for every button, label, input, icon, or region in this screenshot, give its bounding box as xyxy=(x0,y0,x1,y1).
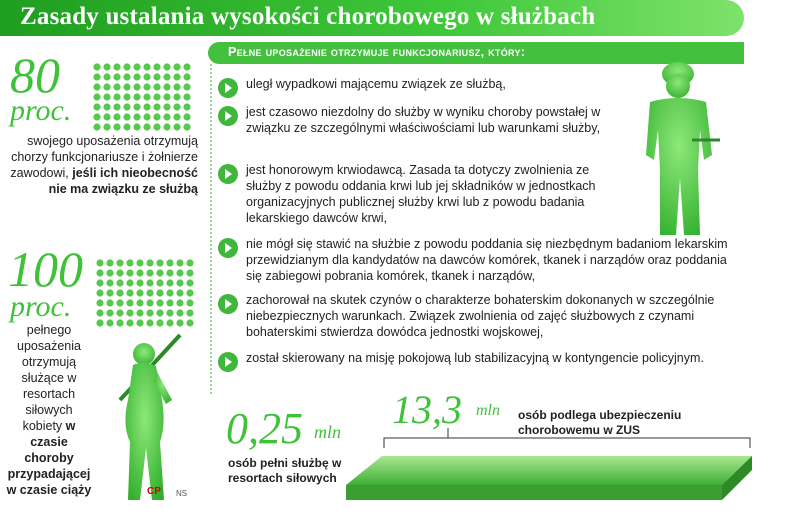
stat-100-text-bold: w czasie choroby przypadającej w czasie ciąży xyxy=(6,419,92,497)
stat-133-label: osób podlega ubezpieczeniu chorobowemu w ZUS xyxy=(518,408,682,437)
stat-100-text: pełnego uposażenia otrzymują służące w resortach siłowych kobiety xyxy=(17,323,81,433)
list-item-text: nie mógł się stawić na służbie z powodu poddania się niezbędnym badaniom lekarskim przewidzianym dla kandydatów na dawców komórek, tkanek i narządów oraz poddania się zabiegowi pobrania komórek, tkanek i narządów, xyxy=(246,237,728,283)
page-title: Zasady ustalania wysokości chorobowego w służbach xyxy=(20,3,596,30)
list-item-text: został skierowany na misję pokojową lub stabilizacyjną w kontyngencie policyjnym. xyxy=(246,351,704,365)
stat-133-unit: mln xyxy=(476,402,500,419)
list-item-text: uległ wypadkowi mającemu związek ze służbą, xyxy=(246,77,506,91)
list-item-text: jest honorowym krwiodawcą. Zasada ta dotyczy zwolnienia ze służby z powodu oddania krwi lub jej składników w jednostkach organizacyjnych publicznej służby krwi lub z powodu badania lekarskiego dawców krwi, xyxy=(246,163,596,225)
publisher-logo: CP xyxy=(147,486,161,497)
stat-100-number: 100 xyxy=(8,241,83,297)
stat-025-value: 0,25 xyxy=(226,404,303,453)
stat-80-unit: proc. xyxy=(10,94,72,127)
stat-80-text-bold: jeśli ich nieobecność nie ma związku ze służbą xyxy=(48,166,198,196)
stat-025-unit: mln xyxy=(314,422,341,442)
list-item-text: jest czasowo niezdolny do służby w wyniku choroby powstałej w związku ze szczególnymi właściwościami lub warunkami służby, xyxy=(246,105,601,135)
stat-80-number: 80 xyxy=(10,47,60,103)
panel-header-text: Pełne uposażenie otrzymuje funkcjonariusz, który: xyxy=(228,45,526,59)
stat-133-value: 13,3 xyxy=(392,387,462,432)
stat-80-text: swojego uposażenia otrzymują chorzy funkcjonariusze i żołnierze zawodowi, xyxy=(10,134,198,180)
author-credit: NS xyxy=(176,489,188,498)
stat-025-label: osób pełni służbę w resortach siłowych xyxy=(228,456,342,485)
list-item-text: zachorował na skutek czynów o charakterze bohaterskim dokonanych w szczególnie niebezpiecznych warunkach. Związek zwolnienia od zajęć służbowych z czynami bohaterskimi stwierdza dowódca jednostki wojskowej, xyxy=(246,293,715,339)
stat-100-unit: proc. xyxy=(10,290,72,323)
